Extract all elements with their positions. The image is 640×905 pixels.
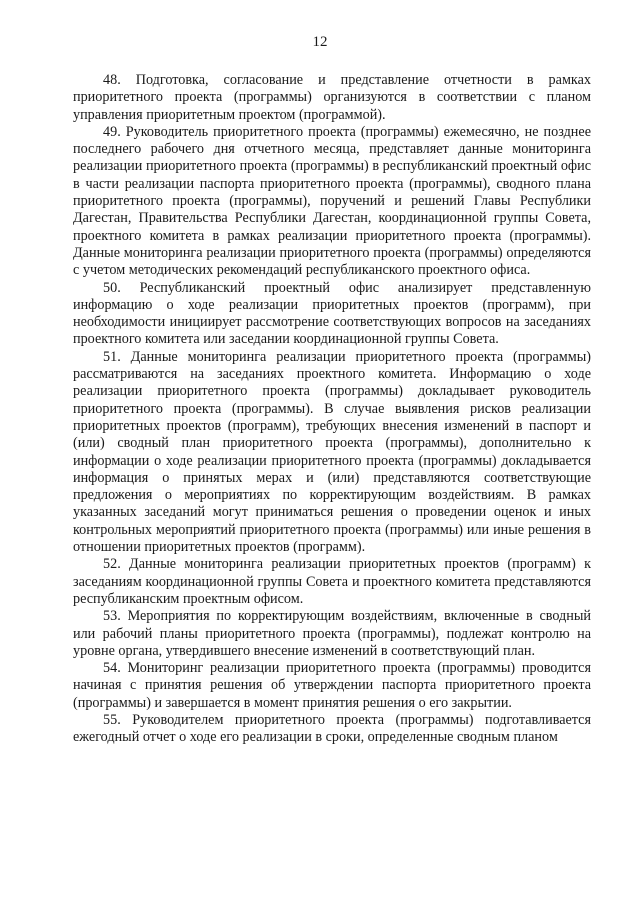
paragraph-53: 53. Мероприятия по корректирующим воздействиям, включенные в сводный или рабочий планы приоритетного проекта (программы), подлежат контролю на уровне органа, утвердившего внесение изменений в соответствующий план. xyxy=(73,608,591,659)
document-body xyxy=(73,72,591,747)
paragraph-48: 48. Подготовка, согласование и представление отчетности в рамках приоритетного проекта (программы) организуются в соответствии с планом управления приоритетным проектом (программой). xyxy=(73,72,591,123)
paragraph-54: 54. Мониторинг реализации приоритетного проекта (программы) проводится начиная с принятия решения об утверждении паспорта приоритетного проекта (программы) и завершается в момент принятия решения о его закрытии. xyxy=(73,660,591,711)
paragraph-55: 55. Руководителем приоритетного проекта (программы) подготавливается ежегодный отчет о ходе его реализации в сроки, определенные сводным планом xyxy=(73,711,591,746)
paragraph-49: 49. Руководитель приоритетного проекта (программы) ежемесячно, не позднее последнего рабочего дня отчетного месяца, представляет данные мониторинга реализации приоритетного проекта (программы) в республиканский проектный офис в части реализации паспорта приоритетного проекта (программы), сводного плана приоритетного проекта (программы), поручений и решений Главы Республики Дагестан, Правительства Республики Дагестан, координационной группы Совета, проектного комитета в рамках реализации приоритетного проекта (программы). Данные мониторинга реализации приоритетного проекта (программы) определяются с учетом методических рекомендаций республиканского проектного офиса. xyxy=(73,123,591,279)
paragraph-52: 52. Данные мониторинга реализации приоритетных проектов (программ) к заседаниям координационной группы Совета и проектного комитета представляются республиканским проектным офисом. xyxy=(73,556,591,607)
paragraph-50: 50. Республиканский проектный офис анализирует представленную информацию о ходе реализации приоритетных проектов (программ), при необходимости инициирует рассмотрение соответствующих вопросов на заседаниях проектного комитета или заседании координационной группы Совета. xyxy=(73,279,591,348)
page-number: 12 xyxy=(312,34,328,50)
paragraph-51: 51. Данные мониторинга реализации приоритетного проекта (программы) рассматриваются на заседаниях проектного комитета. Информацию о ходе реализации приоритетного проекта (программы) докладывает руководитель приоритетного проекта (программы). В случае выявления рисков реализации приоритетных проектов (программ), требующих внесения изменений в паспорт и (или) сводный план приоритетного проекта (программы), дополнительно к информации о ходе реализации приоритетного проекта (программы) докладывается информация о принятых мерах и (или) представляются соответствующие предложения о мероприятиях по корректирующим воздействиям. В рамках указанных заседаний могут приниматься решения о проведении оценок и иных контрольных мероприятий приоритетного проекта (программы) или иные решения в отношении приоритетных проектов (программ). xyxy=(73,348,591,556)
